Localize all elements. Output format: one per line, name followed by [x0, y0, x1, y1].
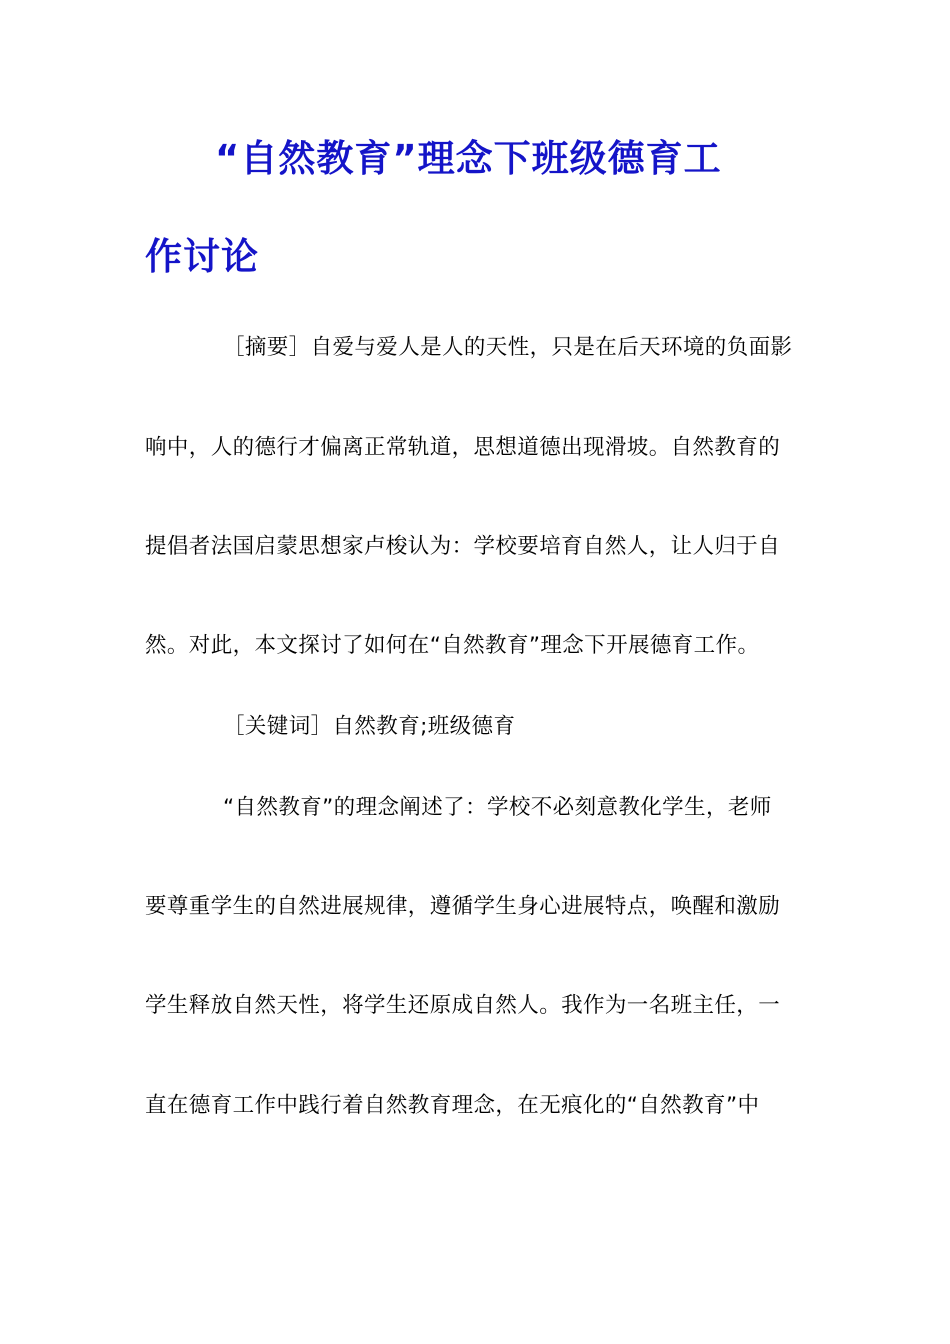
keywords-line: ［关键词］自然教育;班级德育	[223, 714, 516, 739]
body-line-2: 要尊重学生的自然进展规律，遵循学生身心进展特点，唤醒和激励	[145, 894, 781, 919]
abstract-line-2: 响中，人的德行才偏离正常轨道，思想道德出现滑坡。自然教育的	[145, 435, 781, 460]
body-line-4: 直在德育工作中践行着自然教育理念，在无痕化的“自然教育”中	[145, 1093, 760, 1118]
abstract-line-4: 然。对此，本文探讨了如何在“自然教育”理念下开展德育工作。	[145, 633, 760, 658]
body-line-1: “自然教育”的理念阐述了：学校不必刻意教化学生，老师	[223, 795, 772, 820]
document-title-line-2: 作讨论	[145, 235, 259, 278]
document-title-line-1: “自然教育”理念下班级德育工	[215, 137, 722, 180]
body-line-3: 学生释放自然天性，将学生还原成自然人。我作为一名班主任，一	[145, 993, 781, 1018]
abstract-line-1: ［摘要］自爱与爱人是人的天性，只是在后天环境的负面影	[223, 335, 793, 360]
abstract-line-3: 提倡者法国启蒙思想家卢梭认为：学校要培育自然人，让人归于自	[145, 534, 781, 559]
